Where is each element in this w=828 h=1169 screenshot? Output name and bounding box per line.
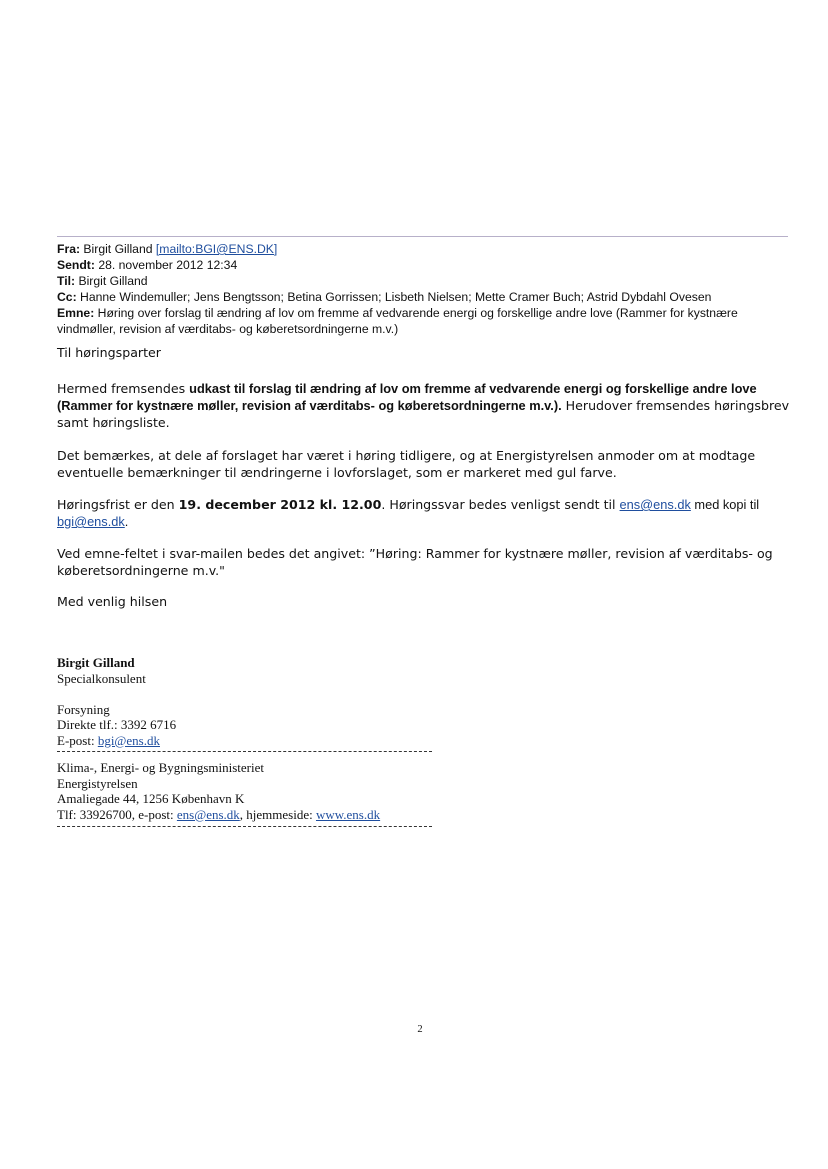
ens-email-link[interactable]: ens@ens.dk (619, 497, 691, 512)
to-label: Til: (57, 274, 76, 288)
cc-line (57, 289, 792, 305)
greeting: Til høringsparter (57, 345, 161, 360)
signature-name: Birgit Gilland (57, 655, 135, 670)
agency-website-link[interactable]: www.ens.dk (315, 806, 381, 822)
signature-divider-top (57, 751, 432, 752)
to-value: Birgit Gilland (78, 274, 148, 288)
signature-email-link[interactable]: bgi@ens.dk (97, 732, 160, 748)
sent-line (57, 257, 792, 273)
email-label: E-post: (57, 732, 98, 748)
phone-value: 3392 6716 (120, 717, 177, 732)
header-separator (57, 236, 788, 237)
cc-label: Cc: (57, 290, 77, 304)
agency-contact-line (57, 807, 477, 823)
agency-name: Energistyrelsen (57, 775, 138, 791)
intro-end: Herudover fremsendes høringsbrev samt høringsliste. (57, 398, 790, 430)
contact-start: Tlf: 33926700, e-post: (57, 806, 177, 822)
deadline-start: Høringsfrist er den (57, 497, 179, 512)
to-line (57, 273, 792, 289)
email-header (57, 241, 792, 337)
from-mailto-link[interactable]: [mailto:BGI@ENS.DK] (155, 242, 278, 256)
paragraph-subject-instruction: Ved emne-feltet i svar-mailen bedes det angivet: ”Høring: Rammer for kystnære møller, revision af værditabs- og køberetsordningerne m.v." (57, 546, 773, 578)
from-value: Birgit Gilland (83, 242, 153, 256)
signature-divider-bottom (57, 826, 432, 827)
signature-title: Specialkonsulent (57, 670, 146, 686)
phone-label: Direkte tlf.: (57, 717, 121, 732)
agency-email-link[interactable]: ens@ens.dk (176, 806, 240, 822)
signature-email-line (57, 733, 477, 749)
contact-mid: , hjemmeside: (239, 806, 316, 822)
agency-address: Amaliegade 44, 1256 København K (57, 791, 245, 806)
paragraph-deadline (57, 496, 792, 530)
intro-start: Hermed fremsendes (57, 381, 190, 396)
deadline-mid2: med kopi til (690, 497, 760, 512)
signature-spacer (57, 686, 477, 702)
sent-label: Sendt: (57, 258, 95, 272)
cc-value: Hanne Windemuller; Jens Bengtsson; Betina Gorrissen; Lisbeth Nielsen; Mette Cramer Buch; Astrid Dybdahl Ovesen (80, 290, 712, 304)
signature-dept: Forsyning (57, 701, 110, 717)
paragraph-intro (57, 380, 792, 431)
from-label: Fra: (57, 242, 81, 256)
deadline-date: 19. december 2012 kl. 12.00 (178, 497, 382, 512)
signature-phone-line (57, 717, 477, 733)
organization-block (57, 760, 477, 822)
signature-block (57, 655, 477, 748)
subject-line (57, 305, 792, 337)
closing: Med venlig hilsen (57, 594, 168, 609)
bgi-email-link[interactable]: bgi@ens.dk (57, 514, 125, 529)
sent-value: 28. november 2012 12:34 (98, 258, 238, 272)
deadline-mid: . Høringssvar bedes venligst sendt til (381, 497, 620, 512)
ministry-name: Klima-, Energi- og Bygningsministeriet (57, 760, 265, 775)
paragraph-remark: Det bemærkes, at dele af forslaget har været i høring tidligere, og at Energistyrelsen anmoder om at modtage eventuelle bemærkninger til ændringerne i lovforslaget, som er markeret med gul farve. (57, 448, 756, 480)
from-line (57, 241, 792, 257)
intro-bold-title: udkast til forslag til ændring af lov om fremme af vedvarende energi og forskellige andre love (Rammer for kystnære møller, revision af værditabs- og køberetsordningerne m.v.). (57, 381, 757, 413)
page-number: 2 (417, 1024, 423, 1035)
subject-label: Emne: (57, 306, 95, 320)
deadline-end: . (124, 514, 129, 529)
subject-value: Høring over forslag til ændring af lov om fremme af vedvarende energi og forskellige andre love (Rammer for kystnære vindmøller, revision af værditabs- og køberetsordningerne m.v.) (57, 306, 738, 336)
